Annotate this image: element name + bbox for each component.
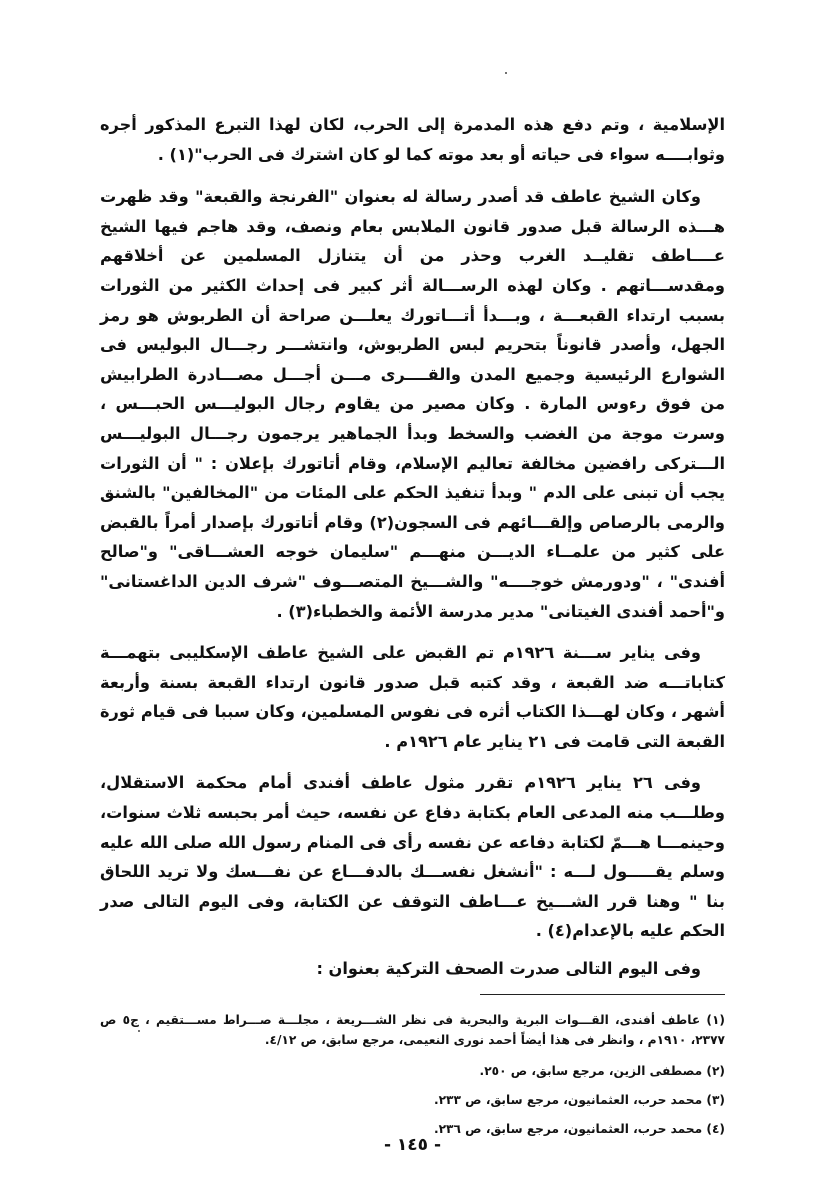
paragraph-2: وكان الشيخ عاطف قد أصدر رسالة له بعنوان "الفرنجة والقبعة" وقد ظهرت هـــذه الرسالة قبل صدور قانون الملابس بعام ونصف، وقد هاجم فيها الشيخ عــــاطف تقليــد الغرب وحذر من أن يتنازل المسلمين عن أخلاقهم ومقدســـاتهم . وكان لهذه الرســـالة أثر كبير فى إحداث الكثير من الثورات بسبب ارتداء القبعـــة ، وبـــدأ أتـــاتورك يعلـــن صراحة أن الطربوش هو رمز الجهل، وأصدر قانوناً بتحريم لبس الطربوش، وانتشـــر رجـــال البوليس فى الشوارع الرئيسية وجميع المدن والقــــرى مـــن أجـــل مصـــادرة الطرابيش من فوق رءوس المارة . وكان مصير من يقاوم رجال البوليـــس الحبـــس ، وسرت موجة من الغضب والسخط وبدأ الجماهير يرجمون رجـــال البوليـــس الـــتركى رافضين مخالفة تعاليم الإسلام، وقام أتاتورك بإعلان : " أن الثورات يجب أن تبنى على الدم " وبدأ تنفيذ الحكم على المئات من "المخالفين" بالشنق والرمى بالرصاص وإلقـــائهم فى السجون(٢) وقام أتاتورك بإصدار أمراً بالقبض على كثير من علمــاء الديـــن منهـــم "سليمان خوجه العشـــاقى" و"صالح أفندى" ، "ودورمش خوجــــه" والشـــيخ المتصـــوف "شرف الدين الداغستانى" و"أحمد أفندى الغيتانى" مدير مدرسة الأئمة والخطباء(٣) .	[100, 187, 725, 621]
footnote-2: (٢) مصطفى الزين، مرجع سابق، ص ٢٥٠.	[479, 1064, 725, 1078]
footnotes	[100, 1010, 725, 1148]
footnote-separator	[480, 994, 725, 995]
paragraph-5: وفى اليوم التالى صدرت الصحف التركية بعنوان :	[316, 959, 701, 979]
footnote-3: (٣) محمد حرب، العثمانيون، مرجع سابق، ص ٢٣٣.	[433, 1093, 725, 1107]
page-number: - ١٤٥ -	[383, 1135, 442, 1155]
paragraph-4: وفى ٢٦ يناير ١٩٢٦م تقرر مثول عاطف أفندى أمام محكمة الاستقلال، وطلـــب منه المدعى العام بكتابة دفاع عن نفسه، حيث أمر بحبسه ثلاث سنوات، وحينمـــا هـــمّ لكتابة دفاعه عن نفسه رأى فى المنام رسول الله صلى الله عليه وسلم يقـــــول لـــه : "أنشغل نفســـك بالدفـــاع عن نفـــسك ولا تريد اللحاق بنا " وهنا قرر الشـــيخ عـــاطف التوقف عن الكتابة، وفى اليوم التالى صدر الحكم عليه بالإعدام(٤) .	[100, 773, 725, 941]
speck-mark	[505, 72, 507, 74]
footnote-1: (١) عاطف أفندى، القـــوات البرية والبحرية فى نظر الشـــريعة ، مجلـــة صـــراط مســـتقيم ، ج٥ ص ٢٣٧٧، ١٩١٠م ، وانظر فى هذا أيضاً أحمد نورى النعيمى، مرجع سابق، ص ٤/١٢.	[100, 1013, 725, 1047]
paragraph-1: الإسلامية ، وتم دفع هذه المدمرة إلى الحرب، لكان لهذا التبرع المذكور أجره وثوابــــه سواء فى حياته أو بعد موته كما لو كان اشترك فى الحرب"(١) .	[100, 115, 725, 164]
footnote-4: (٤) محمد حرب، العثمانيون، مرجع سابق، ص ٢٣٦.	[433, 1122, 725, 1136]
page-body	[100, 110, 725, 1181]
paragraph-3: وفى يناير ســـنة ١٩٢٦م تم القبض على الشيخ عاطف الإسكليبى بتهمـــة كتاباتـــه ضد القبعة ، وقد كتبه قبل صدور قانون ارتداء القبعة بسنة وأربعة أشهر ، وكان لهـــذا الكتاب أثره فى نفوس المسلمين، وكان سببا فى قيام ثورة القبعة التى قامت فى ٢١ يناير عام ١٩٢٦م .	[100, 643, 725, 751]
